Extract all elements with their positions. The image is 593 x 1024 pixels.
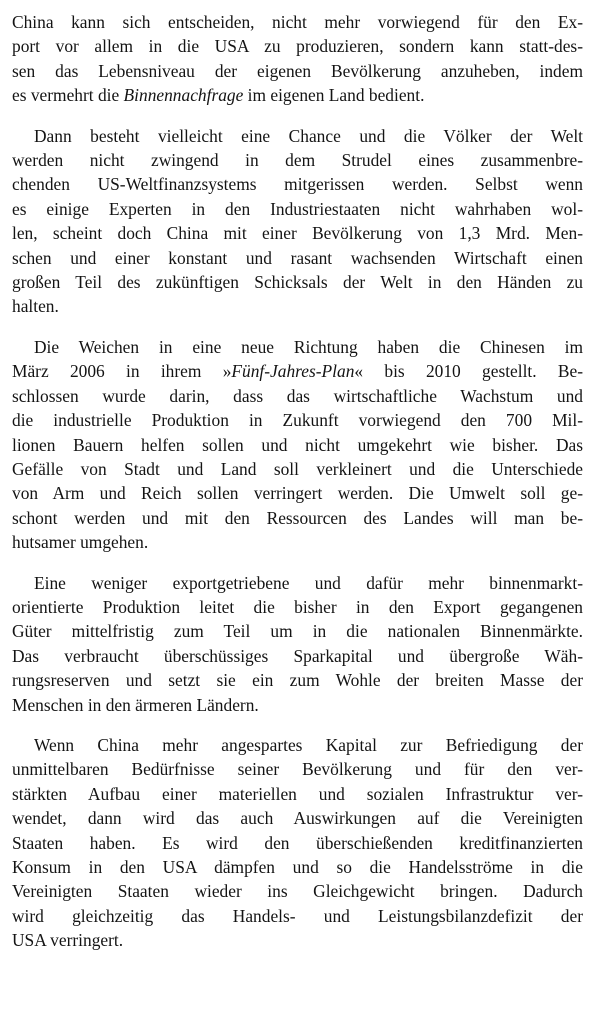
emphasis-text: Fünf-Jahres-Plan <box>231 361 355 382</box>
text-segment: im eigenen Land bedient. <box>243 85 425 106</box>
text-segment: stärkten Aufbau einer materiellen und sozialen Infrastruktur ver- <box>12 783 583 804</box>
text-line <box>12 831 583 855</box>
text-line <box>12 668 583 692</box>
text-segment: es einige Experten in den Industriestaaten nicht wahrhaben wol- <box>12 198 583 219</box>
text-segment: Güter mittelfristig zum Teil um in die nationalen Binnenmärkte. <box>12 621 583 642</box>
text-line <box>12 879 583 903</box>
text-line <box>12 530 583 554</box>
paragraph <box>12 733 583 953</box>
text-segment: werden nicht zwingend in dem Strudel eines zusammenbre- <box>12 150 583 171</box>
text-line <box>12 59 583 83</box>
text-line <box>12 148 583 172</box>
text-line <box>12 595 583 619</box>
text-line <box>12 83 583 107</box>
emphasis-text: Binnennachfrage <box>123 85 244 106</box>
text-segment: USA verringert. <box>12 930 124 951</box>
text-segment: Konsum in den USA dämpfen und so die Handelsströme in die <box>12 857 583 877</box>
text-line <box>12 904 583 928</box>
text-line <box>12 221 583 245</box>
text-segment: Wenn China mehr angespartes Kapital zur Befriedigung der <box>34 734 583 755</box>
text-line <box>12 172 583 196</box>
text-line <box>12 335 583 359</box>
text-line <box>12 457 583 481</box>
text-segment: China kann sich entscheiden, nicht mehr vorwiegend für den Ex- <box>12 12 583 32</box>
text-line <box>12 506 583 530</box>
text-segment: rungsreserven und setzt sie ein zum Wohle der breiten Masse der <box>12 670 583 691</box>
text-line <box>12 10 583 34</box>
text-segment: Staaten haben. Es wird den überschießenden kreditfinanzierten <box>12 832 583 853</box>
text-segment: Die Weichen in eine neue Richtung haben die Chinesen im <box>34 336 583 357</box>
paragraph <box>12 10 583 108</box>
text-line <box>12 481 583 505</box>
text-line <box>12 733 583 757</box>
text-line <box>12 124 583 148</box>
text-segment: schen und einer konstant und rasant wachsenden Wirtschaft einen <box>12 247 583 268</box>
text-segment: wird gleichzeitig das Handels- und Leistungsbilanzdefizit der <box>12 905 583 926</box>
text-segment: sen das Lebensniveau der eigenen Bevölkerung anzuheben, indem <box>12 60 583 81</box>
text-segment: die industrielle Produktion in Zukunft vorwiegend den 700 Mil- <box>12 410 583 431</box>
text-segment: halten. <box>12 296 59 317</box>
text-segment: schont werden und mit den Ressourcen des Landes will man be- <box>12 507 583 528</box>
text-line <box>12 34 583 58</box>
text-segment: port vor allem in die USA zu produzieren, sondern kann statt-des- <box>12 36 583 57</box>
text-line <box>12 571 583 595</box>
text-segment: Menschen in den ärmeren Ländern. <box>12 694 259 715</box>
text-segment: orientierte Produktion leitet die bisher in den Export gegangenen <box>12 596 583 617</box>
text-segment: Gefälle von Stadt und Land soll verkleinert und die Unterschiede <box>12 458 583 479</box>
text-line <box>12 270 583 294</box>
text-segment: Vereinigten Staaten wieder ins Gleichgewicht bringen. Dadurch <box>12 881 583 902</box>
paragraph <box>12 571 583 717</box>
text-line <box>12 782 583 806</box>
text-line <box>12 928 583 952</box>
text-segment: hutsamer umgehen. <box>12 532 149 553</box>
text-segment: Das verbraucht überschüssiges Sparkapital und übergroße Wäh- <box>12 645 583 666</box>
paragraph <box>12 335 583 555</box>
text-segment: großen Teil des zukünftigen Schicksals der Welt in den Händen zu <box>12 272 583 293</box>
text-line <box>12 246 583 270</box>
text-line <box>12 408 583 432</box>
paragraph <box>12 124 583 319</box>
text-segment: unmittelbaren Bedürfnisse seiner Bevölkerung und für den ver- <box>12 759 583 780</box>
text-line <box>12 359 583 383</box>
text-line <box>12 619 583 643</box>
text-segment: Eine weniger exportgetriebene und dafür mehr binnenmarkt- <box>34 572 583 593</box>
text-segment: chenden US-Weltfinanzsystems mitgerissen werden. Selbst wenn <box>12 174 583 195</box>
text-segment: von Arm und Reich sollen verringert werden. Die Umwelt soll ge- <box>12 483 583 504</box>
text-line <box>12 384 583 408</box>
text-segment: es vermehrt die <box>12 85 124 106</box>
text-line <box>12 806 583 830</box>
text-segment: lionen Bauern helfen sollen und nicht umgekehrt wie bisher. Das <box>12 434 583 455</box>
text-line <box>12 855 583 879</box>
text-line <box>12 294 583 318</box>
text-segment: schlossen wurde darin, dass das wirtschaftliche Wachstum und <box>12 385 583 406</box>
text-line <box>12 197 583 221</box>
text-segment: März 2006 in ihrem » <box>12 361 232 382</box>
body-text <box>12 10 583 953</box>
text-segment: len, scheint doch China mit einer Bevölkerung von 1,3 Mrd. Men- <box>12 223 583 244</box>
text-line <box>12 693 583 717</box>
text-line <box>12 757 583 781</box>
text-line <box>12 433 583 457</box>
text-line <box>12 644 583 668</box>
text-segment: « bis 2010 gestellt. Be- <box>354 361 583 382</box>
text-segment: wendet, dann wird das auch Auswirkungen auf die Vereinigten <box>12 808 583 829</box>
text-segment: Dann besteht vielleicht eine Chance und die Völker der Welt <box>34 125 583 146</box>
